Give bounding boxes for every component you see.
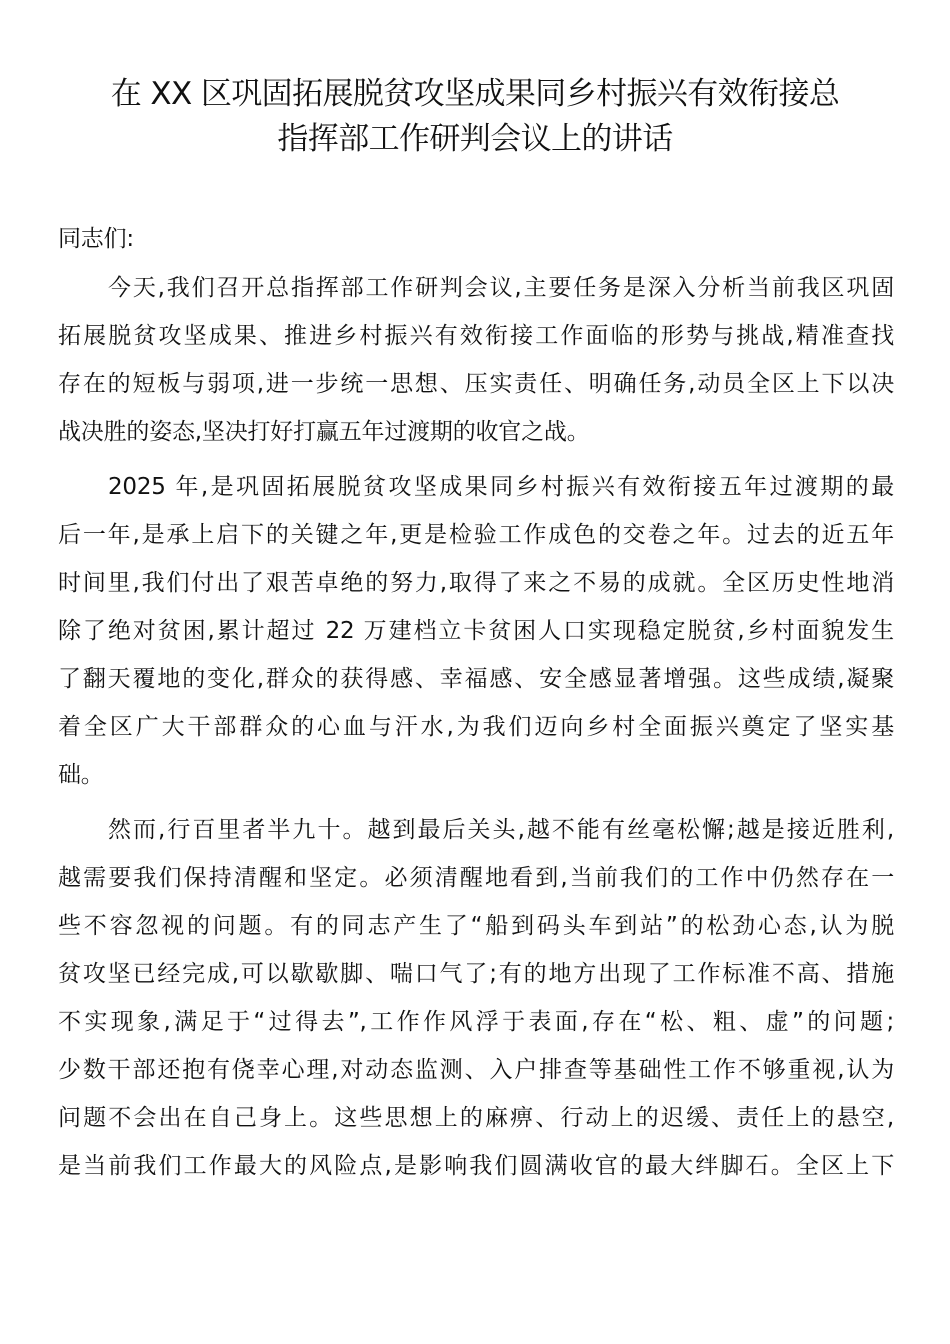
paragraph-line: 除了绝对贫困,累计超过 22 万建档立卡贫困人口实现稳定脱贫,乡村面貌发生 (58, 618, 894, 644)
paragraph-line: 些不容忽视的问题。有的同志产生了“船到码头车到站”的松劲心态,认为脱 (58, 913, 894, 939)
paragraph-line: 不实现象,满足于“过得去”,工作作风浮于表面,存在“松、粗、虚”的问题; (58, 1009, 894, 1035)
paragraph-line: 今天,我们召开总指挥部工作研判会议,主要任务是深入分析当前我区巩固 (108, 275, 894, 301)
paragraph-line: 问题不会出在自己身上。这些思想上的麻痹、行动上的迟缓、责任上的悬空, (58, 1105, 894, 1131)
paragraph-line: 了翻天覆地的变化,群众的获得感、幸福感、安全感显著增强。这些成绩,凝聚 (58, 666, 894, 692)
salutation: 同志们: (58, 226, 134, 252)
paragraph-line: 是当前我们工作最大的风险点,是影响我们圆满收官的最大绊脚石。全区上下 (58, 1153, 894, 1179)
paragraph-line: 然而,行百里者半九十。越到最后关头,越不能有丝毫松懈;越是接近胜利, (108, 817, 894, 843)
paragraph-line: 存在的短板与弱项,进一步统一思想、压实责任、明确任务,动员全区上下以决 (58, 371, 894, 397)
document-title-line-2: 指挥部工作研判会议上的讲话 (277, 121, 673, 157)
document-title-line-1: 在 XX 区巩固拓展脱贫攻坚成果同乡村振兴有效衔接总 (110, 76, 840, 112)
paragraph-line: 拓展脱贫攻坚成果、推进乡村振兴有效衔接工作面临的形势与挑战,精准查找 (58, 323, 894, 349)
paragraph-line: 时间里,我们付出了艰苦卓绝的努力,取得了来之不易的成就。全区历史性地消 (58, 570, 894, 596)
paragraph-line: 础。 (58, 762, 104, 788)
paragraph-line: 越需要我们保持清醒和坚定。必须清醒地看到,当前我们的工作中仍然存在一 (58, 865, 894, 891)
paragraph-line: 着全区广大干部群众的心血与汗水,为我们迈向乡村全面振兴奠定了坚实基 (58, 714, 894, 740)
paragraph-line: 战决胜的姿态,坚决打好打赢五年过渡期的收官之战。 (58, 419, 590, 445)
paragraph-line: 2025 年,是巩固拓展脱贫攻坚成果同乡村振兴有效衔接五年过渡期的最 (108, 474, 894, 500)
paragraph-line: 后一年,是承上启下的关键之年,更是检验工作成色的交卷之年。过去的近五年 (58, 522, 894, 548)
paragraph-line: 贫攻坚已经完成,可以歇歇脚、喘口气了;有的地方出现了工作标准不高、措施 (58, 961, 894, 987)
paragraph-line: 少数干部还抱有侥幸心理,对动态监测、入户排查等基础性工作不够重视,认为 (58, 1057, 894, 1083)
